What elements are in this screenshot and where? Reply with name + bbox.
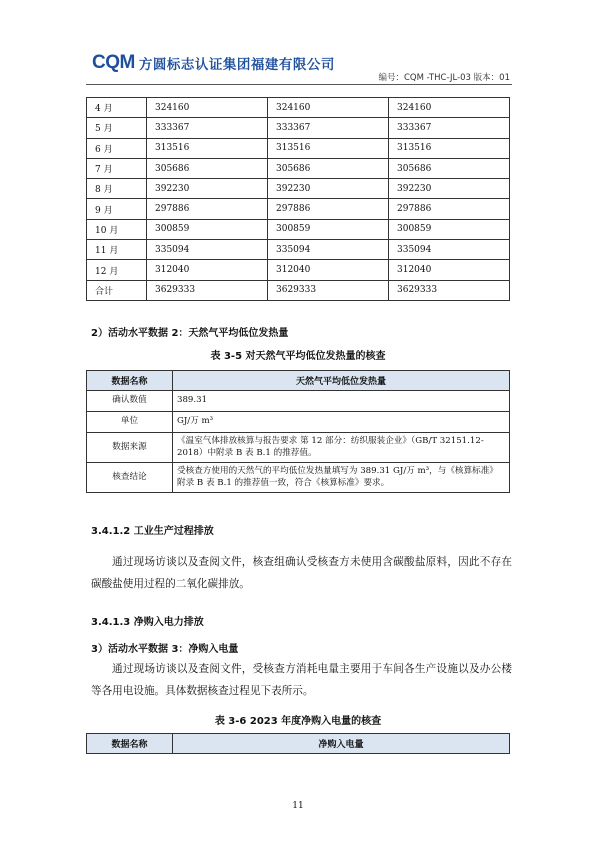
monthly-consumption-table bbox=[86, 97, 510, 301]
value-cell: 324160 bbox=[389, 98, 510, 118]
header-divider bbox=[86, 84, 512, 85]
month-cell: 9 月 bbox=[87, 199, 147, 219]
section-3412-heading: 3.4.1.2 工业生产过程排放 bbox=[91, 526, 214, 537]
value-cell: 333367 bbox=[268, 118, 389, 138]
activity3-paragraph: 通过现场访谈以及查阅文件，受核查方消耗电量主要用于车间各生产设施以及办公楼等各用电设施。具体数据核查过程见下表所示。 bbox=[91, 663, 512, 697]
document-code: 编号：CQM -THC-JL-03 版本：01 bbox=[378, 73, 510, 83]
value-cell: 297886 bbox=[389, 199, 510, 219]
section-3413-heading: 3.4.1.3 净购入电力排放 bbox=[91, 617, 204, 628]
company-name: 方圆标志认证集团福建有限公司 bbox=[138, 57, 335, 73]
cqm-logo-mark bbox=[92, 52, 135, 74]
value-cell: 333367 bbox=[389, 118, 510, 138]
value-cell: 392230 bbox=[389, 179, 510, 199]
col-header-name: 数据名称 bbox=[87, 734, 173, 754]
company-logo bbox=[92, 52, 335, 74]
value-cell: 305686 bbox=[389, 158, 510, 178]
table-row bbox=[87, 199, 510, 219]
month-cell: 12 月 bbox=[87, 260, 147, 280]
page-number: 11 bbox=[292, 801, 304, 811]
value-cell: 392230 bbox=[268, 179, 389, 199]
table-row bbox=[87, 179, 510, 199]
table-3-6-caption: 表 3-6 2023 年度净购入电量的核查 bbox=[214, 716, 382, 727]
value-cell: 3629333 bbox=[147, 280, 268, 300]
activity3-heading: 3）活动水平数据 3：净购入电量 bbox=[91, 644, 239, 655]
month-cell: 4 月 bbox=[87, 98, 147, 118]
value-cell: 312040 bbox=[147, 260, 268, 280]
value-cell: 335094 bbox=[389, 240, 510, 260]
row-label: 确认数值 bbox=[87, 391, 173, 412]
table-3-5-caption: 表 3-5 对天然气平均低位发热量的核查 bbox=[210, 351, 386, 362]
value-cell: 3629333 bbox=[389, 280, 510, 300]
value-cell: 333367 bbox=[147, 118, 268, 138]
month-cell: 11 月 bbox=[87, 240, 147, 260]
value-cell: 297886 bbox=[268, 199, 389, 219]
table-header-row bbox=[87, 734, 510, 754]
table-row bbox=[87, 280, 510, 300]
month-cell: 合计 bbox=[87, 280, 147, 300]
row-label: 核查结论 bbox=[87, 463, 173, 493]
row-value: 389.31 bbox=[173, 391, 510, 412]
electricity-table bbox=[86, 733, 510, 754]
month-cell: 8 月 bbox=[87, 179, 147, 199]
table-row bbox=[87, 219, 510, 239]
value-cell: 300859 bbox=[268, 219, 389, 239]
table-row bbox=[87, 118, 510, 138]
table-row bbox=[87, 260, 510, 280]
gas-heat-value-table bbox=[86, 370, 510, 493]
table-row bbox=[87, 98, 510, 118]
row-label: 数据来源 bbox=[87, 433, 173, 463]
value-cell: 392230 bbox=[147, 179, 268, 199]
month-cell: 7 月 bbox=[87, 158, 147, 178]
value-cell: 313516 bbox=[389, 138, 510, 158]
value-cell: 335094 bbox=[147, 240, 268, 260]
value-cell: 312040 bbox=[268, 260, 389, 280]
value-cell: 324160 bbox=[268, 98, 389, 118]
col-header-value: 天然气平均低位发热量 bbox=[173, 371, 510, 391]
table-row bbox=[87, 433, 510, 463]
section-3412-paragraph: 通过现场访谈以及查阅文件，核查组确认受核查方未使用含碳酸盐原料，因此不存在碳酸盐使用过程的二氧化碳排放。 bbox=[91, 556, 512, 590]
value-cell: 300859 bbox=[389, 219, 510, 239]
table-row bbox=[87, 138, 510, 158]
activity2-heading: 2）活动水平数据 2：天然气平均低位发热量 bbox=[91, 328, 289, 339]
col-header-value: 净购入电量 bbox=[173, 734, 510, 754]
value-cell: 335094 bbox=[268, 240, 389, 260]
table-row bbox=[87, 463, 510, 493]
value-cell: 297886 bbox=[147, 199, 268, 219]
value-cell: 312040 bbox=[389, 260, 510, 280]
col-header-name: 数据名称 bbox=[87, 371, 173, 391]
month-cell: 6 月 bbox=[87, 138, 147, 158]
table-row bbox=[87, 240, 510, 260]
row-value: GJ/万 m³ bbox=[173, 412, 510, 433]
row-label: 单位 bbox=[87, 412, 173, 433]
month-cell: 10 月 bbox=[87, 219, 147, 239]
value-cell: 305686 bbox=[268, 158, 389, 178]
value-cell: 305686 bbox=[147, 158, 268, 178]
value-cell: 3629333 bbox=[268, 280, 389, 300]
logo-mark-left: CQ bbox=[92, 52, 120, 73]
logo-mark-right: M bbox=[119, 52, 135, 73]
value-cell: 300859 bbox=[147, 219, 268, 239]
row-value: 《温室气体排放核算与报告要求 第 12 部分：纺织服装企业》（GB/T 32151.12-2018）中附录 B 表 B.1 的推荐值。 bbox=[173, 433, 510, 463]
month-cell: 5 月 bbox=[87, 118, 147, 138]
value-cell: 313516 bbox=[268, 138, 389, 158]
table-header-row bbox=[87, 371, 510, 391]
row-value: 受核查方使用的天然气的平均低位发热量填写为 389.31 GJ/万 m³，与《核算标准》附录 B 表 B.1 的推荐值一致，符合《核算标准》要求。 bbox=[173, 463, 510, 493]
table-row bbox=[87, 391, 510, 412]
table-row bbox=[87, 158, 510, 178]
value-cell: 313516 bbox=[147, 138, 268, 158]
value-cell: 324160 bbox=[147, 98, 268, 118]
table-row bbox=[87, 412, 510, 433]
